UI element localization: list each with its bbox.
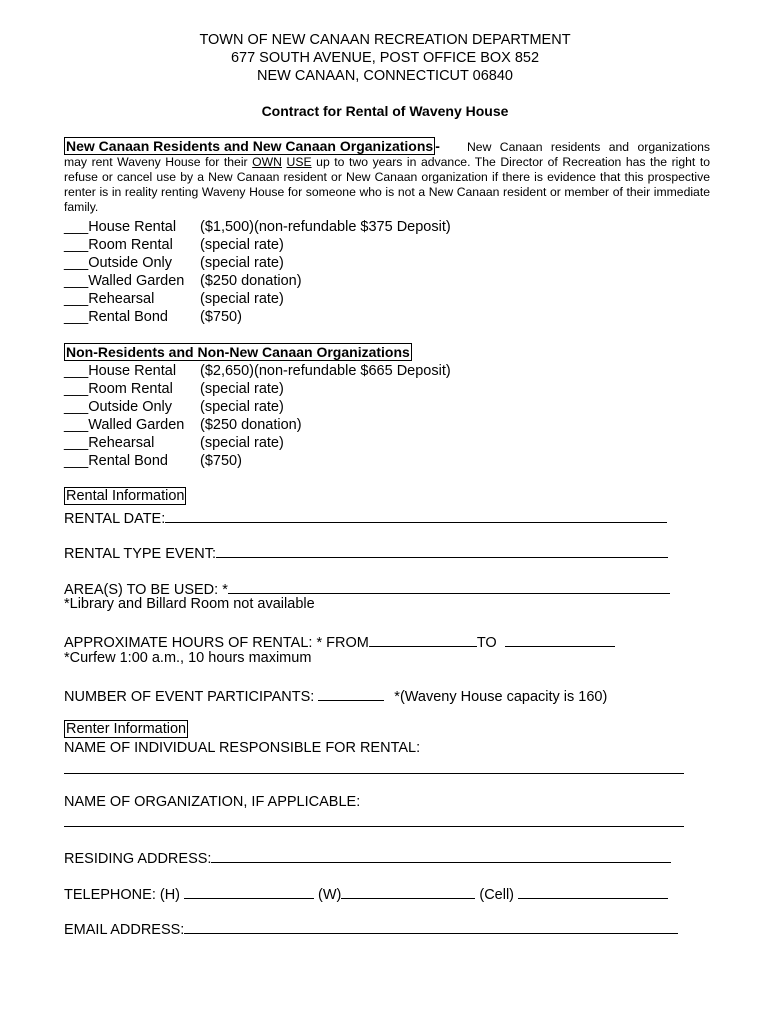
organization-label: NAME OF ORGANIZATION, IF APPLICABLE: xyxy=(64,794,361,810)
address-field[interactable] xyxy=(64,847,671,867)
nonresidents-option[interactable]: ___House Rental ($2,650)(non-refundable $665 Deposit) xyxy=(64,363,451,379)
nonresidents-option[interactable]: ___Room Rental (special rate) xyxy=(64,381,284,397)
rental-type-line[interactable] xyxy=(216,542,668,558)
rental-type-label: RENTAL TYPE EVENT: xyxy=(64,546,217,562)
residents-options xyxy=(64,218,564,326)
email-line[interactable] xyxy=(184,918,678,934)
email-label: EMAIL ADDRESS: xyxy=(64,922,185,938)
hours-field[interactable] xyxy=(64,631,615,651)
capacity-note: *(Waveny House capacity is 160) xyxy=(394,689,608,705)
nonresidents-option[interactable]: ___Rental Bond ($750) xyxy=(64,453,242,469)
areas-label: AREA(S) TO BE USED: * xyxy=(64,582,228,598)
use-word: USE xyxy=(286,155,312,169)
hours-label: APPROXIMATE HOURS OF RENTAL: * FROM xyxy=(64,635,369,651)
rental-date-label: RENTAL DATE: xyxy=(64,511,166,527)
renter-info-heading-row xyxy=(64,721,188,737)
nonresidents-option[interactable]: ___Outside Only (special rate) xyxy=(64,399,284,415)
residents-option[interactable]: ___Room Rental (special rate) xyxy=(64,237,284,253)
nonresidents-options xyxy=(64,362,564,470)
areas-field[interactable] xyxy=(64,578,670,598)
rental-date-line[interactable] xyxy=(165,507,667,523)
email-field[interactable] xyxy=(64,918,678,938)
telephone-w-label: (W) xyxy=(318,887,342,903)
areas-note: *Library and Billard Room not available xyxy=(64,596,315,612)
own-word: OWN xyxy=(252,155,282,169)
telephone-work-line[interactable] xyxy=(341,883,475,899)
renter-info-heading: Renter Information xyxy=(66,721,187,737)
nonresidents-heading: Non-Residents and Non-New Canaan Organizations xyxy=(66,344,410,360)
residents-paragraph xyxy=(64,140,710,215)
participants-label: NUMBER OF EVENT PARTICIPANTS: xyxy=(64,689,315,705)
rental-info-heading-row xyxy=(64,488,186,504)
rental-type-field[interactable] xyxy=(64,542,668,562)
residents-option[interactable]: ___Walled Garden ($250 donation) xyxy=(64,273,302,289)
hours-to-line[interactable] xyxy=(505,631,615,647)
responsible-label: NAME OF INDIVIDUAL RESPONSIBLE FOR RENTAL: xyxy=(64,740,421,756)
address-line[interactable] xyxy=(211,847,671,863)
residents-option[interactable]: ___Outside Only (special rate) xyxy=(64,255,284,271)
organization-line[interactable] xyxy=(64,826,684,827)
participants-field[interactable] xyxy=(64,685,607,705)
rental-info-heading: Rental Information xyxy=(66,488,185,504)
rental-date-field[interactable] xyxy=(64,507,667,527)
residents-para-a: New Canaan residents and organizations may rent Waveny House for their xyxy=(64,140,710,169)
residents-option[interactable]: ___Rental Bond ($750) xyxy=(64,309,242,325)
telephone-cell-label: (Cell) xyxy=(479,887,514,903)
residents-para-b: up to two years in advance. The Director of Recreation has the right to refuse or cancel use by a New Canaan resident or New Canaan organization if there is evidence that this prospective renter is in reality renting Waveny House for someone who is not a New Canaan resident or member of their immediate family. xyxy=(64,155,711,214)
hours-note: *Curfew 1:00 a.m., 10 hours maximum xyxy=(64,650,312,666)
telephone-home-line[interactable] xyxy=(184,883,314,899)
telephone-field[interactable] xyxy=(64,883,668,903)
hours-from-line[interactable] xyxy=(369,631,477,647)
areas-line[interactable] xyxy=(228,578,670,594)
responsible-line[interactable] xyxy=(64,773,684,774)
nonresidents-option[interactable]: ___Walled Garden ($250 donation) xyxy=(64,417,302,433)
page-title: Contract for Rental of Waveny House xyxy=(261,103,509,119)
residents-dash: - xyxy=(435,138,440,154)
header-line-1: TOWN OF NEW CANAAN RECREATION DEPARTMENT xyxy=(199,32,571,48)
participants-line[interactable] xyxy=(318,685,384,701)
residents-heading: New Canaan Residents and New Canaan Organizations xyxy=(66,138,434,154)
address-label: RESIDING ADDRESS: xyxy=(64,851,212,867)
residents-option[interactable]: ___Rehearsal (special rate) xyxy=(64,291,284,307)
telephone-cell-line[interactable] xyxy=(518,883,668,899)
hours-to-label: TO xyxy=(476,635,497,651)
nonresidents-option[interactable]: ___Rehearsal (special rate) xyxy=(64,435,284,451)
residents-option[interactable]: ___House Rental ($1,500)(non-refundable $375 Deposit) xyxy=(64,219,451,235)
telephone-label: TELEPHONE: (H) xyxy=(64,887,181,903)
header-line-3: NEW CANAAN, CONNECTICUT 06840 xyxy=(257,68,513,84)
header-line-2: 677 SOUTH AVENUE, POST OFFICE BOX 852 xyxy=(230,50,540,66)
nonresidents-heading-row xyxy=(64,344,412,360)
